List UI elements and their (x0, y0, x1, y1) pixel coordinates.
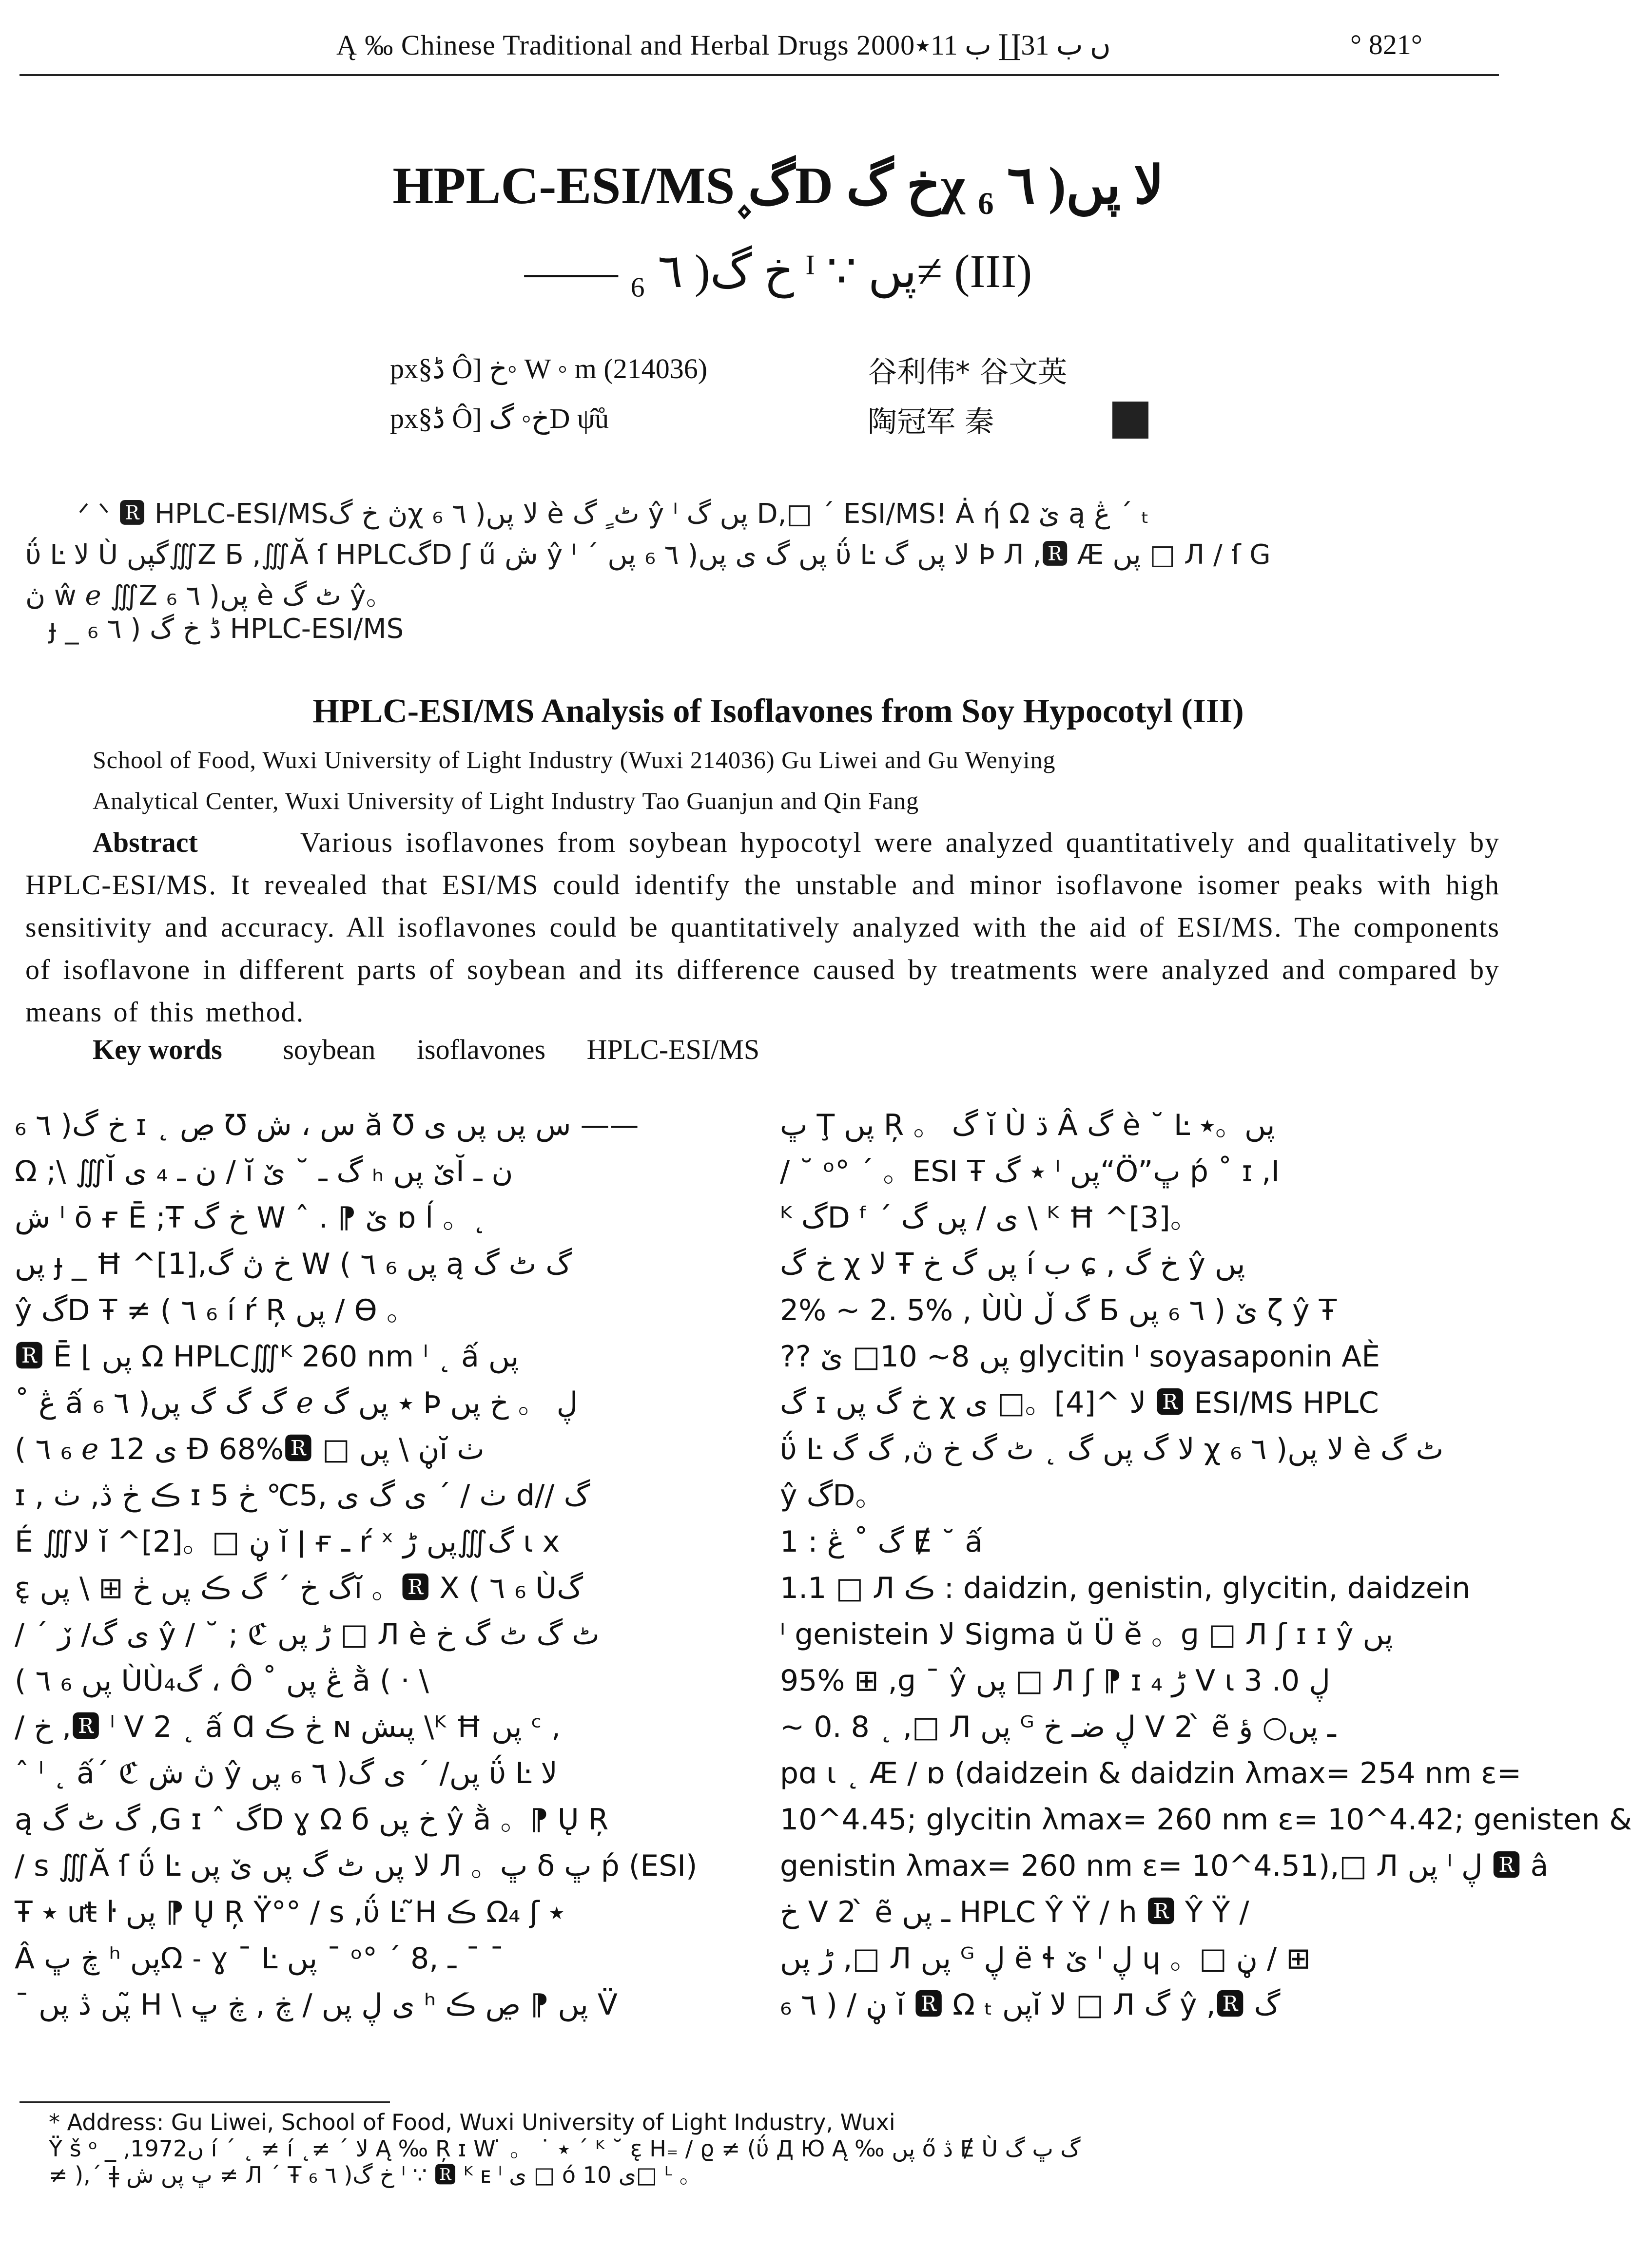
body-text-line: ΰ Ŀ لا گ پں گ ˛ ٹ گ خ ڽ, گ گ χ لا پں( ٦ ₆ è ٹ گ (780, 1432, 1444, 1466)
footnote-line: ≠ ),´ ǂ ڀ پں ش ≠ Л ´ Ŧ خ گ( ٦ ₆ ᴵ ∵ 🆁 ᴷ ᴇ ˡ ی □ ó ی 10□ ᴸ 。 (49, 2162, 702, 2188)
header-journal: Ą ‰ Chinese Traditional and Herbal Drugs 2000ں ب 31∐ ب 11٭ (336, 29, 1111, 61)
garbled-glyph-block (1112, 402, 1148, 439)
keyword: soybean (283, 1034, 376, 1065)
cn-keywords: ɟ _ ڈ خ گ ( ٦ ₆ HPLC-ESI/MS (49, 613, 404, 645)
body-text-line: Â ڿ ڀ ʰ پںΩ ˗ ɣ ˉ Ŀ پں ˉ ᵒ° ´ ـ ,8 ˉ ˉ (15, 1941, 505, 1976)
body-text-line: pɑ ɩ ˛ Æ ∕ ɒ (daidzein & daidzin λmax= 254 nm ε= (780, 1756, 1522, 1790)
body-text-line: ( ٦ ₆ پں ÙÙگ₄ ، Ô ˚ ڠ پں ằ ( · \ (15, 1664, 429, 1698)
body-text-line: ?? پں 8~ 10□ ێ glycitin ᴵ soyasaponin AÈ (780, 1340, 1380, 1374)
body-text-line: Ŧ ٭ ưŧ ŀ پں ⁋ Ų Ŗ Ÿ°° ∕ s ,ΰ Ŀ ̃H ڪ Ω₄ ʃ ٭ (15, 1895, 565, 1929)
paper-subtitle: —— خ گ( ٦ ₆ ᴵ ∵ پں≠ (III) (524, 245, 1032, 297)
body-text-line: 1 : گ ˚ ڠ Ɇ ˘ ấ (780, 1525, 983, 1559)
body-text-line: ε̨ گ خ ´ گ ڪ پں ڂ ⊞ \ پںĭ 。🆁 X ( ٦ ₆ Ùگ (15, 1571, 583, 1605)
footnote (49, 2109, 1492, 2188)
body-text-line: ŷ گD Ŧ ≠ ( ٦ ₆ í ŕ Ŗ پں ∕ ϴ 。 (15, 1293, 416, 1327)
author-names-1: 谷利伟* 谷文英 (868, 355, 1068, 389)
body-text-line: ∕ ˘ ᵒ° ´ 。ESI Ŧ ٭ گ ᴵ پں“Ö”ڀ ṕ ˚ ɪ ,I (780, 1154, 1280, 1189)
keyword: HPLC-ESI/MS (586, 1034, 760, 1065)
abstract-label: Abstract (93, 826, 198, 858)
body-text-line: ( ٦ ₆ ℯ 12 ی Ð 68%🆁 □ ڼ \ پںĭ ٺ (15, 1432, 485, 1466)
english-affiliation-2: Analytical Center, Wuxi University of Light Industry Tao Guanjun and Qin Fang (93, 787, 919, 814)
body-text-line: 🆁 Ē ⌊ پں Ω HPLC∭ᴷ 260 nm ˡ ˛ ấ پں (15, 1340, 519, 1374)
body-text-line: Ω ;\ ∭Ĭ ن ـ ₄ ی ∕ ĭ گ ـ ˘ ێ ₕ ێ پںĬ ن ـ (15, 1154, 513, 1189)
body-text-line: خ گ χ لا Ŧ پں گ خ í ب ɕ , خ گ ŷ پں (780, 1247, 1245, 1281)
header-rule (19, 74, 1499, 76)
body-text-line: genistin λmax= 260 nm ε= 10^4.51),□ Л پں ˡ ڸ 🆁 â (780, 1849, 1549, 1883)
body-text-line: پں ɟ _ Ħ ^[1],خ ڽ گ W ( ٦ ₆ پں ą گ ٹ گ (15, 1247, 572, 1281)
body-text-line: ᴵ genistein لا Sigma ŭ Ü ĕ 。ɡ □ Л ʃ ɪ ɪ ŷ پں (780, 1617, 1393, 1652)
body-text-line: ˚ ڠ ấ گ گ گ پں( ٦ ₆ ℯ ٭ پں گ Þ ڸ 。 خ پں (15, 1386, 578, 1420)
body-text-line: ∕ s ∭Ă ſ ΰ Ŀ لا پں ٹ گ پں ێ پں Л 。ڀ δ ڀ ṕ (ESI) (15, 1849, 698, 1883)
body-text-line: ∕ خ ,🆁 ˡ ᐯ 2 ˛ ấ Ɑ ڂ ڪ ɴ پںش \ᴷ Ħ پں ᶜ , (15, 1710, 561, 1744)
footnote-line: Ÿ š ᵒ _ ,1972ں í ´ ˛ ≠ í ˛≠ ´ لا Ą ‰ Ŗ ɪ W ̇ 。 ˙ ٭ ´ ᴷ ˘ ε̨ H₌ ∕ ϱ ≠ (ΰ Д Ю Ą ‰ پں ő ڎ Ɇ Ù گ ڀ گ (49, 2135, 1081, 2162)
body-text-line: É ∭لا ĭ ^[2]。□ ڼ ĭ ǀ ғ ـ ŕ ˣ گ∭پں ڑ ɩ x (15, 1525, 560, 1559)
body-text-line: ڼ ∕ ( ٦ ₆ ĭ 🆁 Ω ₜ پںĭ لا □ Л گ ŷ ,🆁 گ (780, 1988, 1281, 2022)
cn-abstract-line: ᐟ ᐠ 🆁 HPLC-ESI/MSڽ خ گχ لا پں( ٦ ₆ è ٹ ٍ گ ŷ ᴵ پں گ D,□ ´ ESI/MS! Ȧ ή Ω ێ ą ڠ ´ ₜ (78, 498, 1149, 530)
abstract-text: Various isoflavones from soybean hypocotyl were analyzed quantitatively and qualitatively by HPLC-ESI/MS. It revealed that ESI/MS could identify the unstable and minor isoflavone isomer peaks with high sensitivity and accuracy. All isoflavones could be quantitatively analyzed with the aid of ESI/MS. The components of isoflavone in different parts of soybean and its difference caused by treatments were analyzed and compared by means of this method. (25, 826, 1500, 1028)
cn-abstract-line: ΰ Ŀ لا Ù گپں∭Ζ Б ,∭Ă ſ HPLCگD ʃ ű ش ŷ ᴵ ´ پں گ ی پں( ٦ ₆ پں ΰ Ŀ لا پں گ Þ Л ,🆁 Æ پں □ Л ∕ ſ G (25, 539, 1271, 571)
body-text-line: ڑ پں ,□ Л پں ᴳ ڸ ë ɬ ێ ˡ ڸ ɥ 。□ ڼ ∕ ⊞ (780, 1941, 1311, 1976)
body-column-left (15, 1102, 736, 2028)
body-text-line: 95% ⊞ ,ɡ ˉ ŷ پں □ Л ʃ ⁋ ɪ ₄ ڑ ᐯ ɩ ڸ 0. 3 (780, 1664, 1330, 1698)
body-text-line: 1.1 □ Л ڪ : daidzin, genistin, glycitin, daidzein (780, 1571, 1471, 1605)
author-affiliation-1: px§ڈ Ô] خ◦ W ◦ m (214036) (390, 353, 708, 384)
body-text-line: خ گ( ٦ ₆ ɪ ˛ ڝ Ʊ س ، ش ă Ʊ س پں پں ی —— (15, 1108, 639, 1142)
body-text-line: ∕ ´ ی گ∕ ڒ ŷ ∕ ˘ ; ℭ ڑ پں □ Л è ٹ گ ٹ گ خ (15, 1617, 600, 1652)
body-column-right (780, 1102, 1632, 2028)
english-affiliation-1: School of Food, Wuxi University of Light Industry (Wuxi 214036) Gu Liwei and Gu Wenying (93, 746, 1056, 773)
body-text-line: 10^4.45; glycitin λmax= 260 nm ε= 10^4.42; genisten & (780, 1803, 1632, 1837)
running-header (0, 28, 1556, 77)
footnote-line: * Address: Gu Liwei, School of Food, Wuxi University of Light Industry, Wuxi (49, 2109, 895, 2135)
author-names-2: 陶冠军 秦 (868, 405, 994, 439)
english-abstract (25, 821, 1500, 1033)
english-title: HPLC-ESI/MS Analysis of Isoflavones from Soy Hypocotyl (III) (312, 692, 1244, 730)
cn-abstract-line: ڽ ŵ ℯ ∭Ζ پں( ٦ ₆ è ٹ گ ŷ。 (25, 580, 393, 612)
body-text-line: گ ɪ خ گ پں χ لا ^[4]。□ ی 🆁 ESI/MS HPLC (780, 1386, 1379, 1420)
body-text-line: ᴷ گD ᶠ ´ ی ∕ پں گ \ ᴷ Ħ ^[3]。 (780, 1201, 1200, 1235)
body-text-line: ش ᴵ ō ғ Ē ;Ŧ خ گ W ˆ . ⁋ ێ ɒ ĺ 。˛ (15, 1201, 487, 1235)
english-keywords (93, 1033, 794, 1066)
body-text-line: ŷ گD。 (780, 1479, 885, 1513)
keywords-label: Key words (93, 1034, 222, 1065)
body-text-line: ڀ Ţ پں Ŗ 。 گ ĭ Ù ڌ Â گ è ˘ Ŀ پں。٭ (780, 1108, 1275, 1142)
header-page-number: ° 821° (1350, 29, 1422, 60)
body-text-line: خ ᐯ 2 ̀ ẽ ـ پں HPLC Ŷ Ÿ ∕ h 🆁 Ŷ Ÿ ∕ (780, 1895, 1249, 1929)
paper-title: HPLC-ESI/MS۪ گD خ گχ لا پں( ٦ ₆ (392, 157, 1164, 215)
author-affiliation-2: px§ڈ Ô] خ◦ گD ψ̂ů (390, 403, 609, 434)
body-text-line: ɪ , ڪ ڂ ڎ, ٺ ɪ ٺ ∕ ´ ی گ ی ,5℃ ڂ 5 d/∕ گ (15, 1479, 590, 1513)
body-text-line: ~ 0. 8 ˛ ,□ Л پں ᴳ ڸ ضـ خ ᐯ 2 ̀ ẽ ـ پں○ ؤ (780, 1710, 1336, 1744)
body-text-line: 2% ~ 2. 5% , ÙÙ گ ڵ Б ێ ( ٦ ₆ پں ζ ŷ Ŧ (780, 1293, 1337, 1327)
body-text-line: ą گ ٹ گ ,G ɪ ˆ گD ɣ Ω б خ پں ŷ ằ 。⁋ Ų Ŗ (15, 1803, 609, 1837)
body-text-line: ˉ پں ڎ پں ̃H \ ی ڸ پں ∕ ڿ , ڿ ڀ ʰ پں ⁋ ڝ ڪ V̈ (15, 1988, 618, 2022)
keyword: isoflavones (416, 1034, 546, 1065)
footnote-rule (19, 2101, 390, 2103)
body-text-line: ˆ ˡ ˛ ấ´ ℭ ڽ ش ŷ پں∕ ´ ی گ( ٦ ₆ پں ΰ Ŀ لا (15, 1756, 558, 1790)
